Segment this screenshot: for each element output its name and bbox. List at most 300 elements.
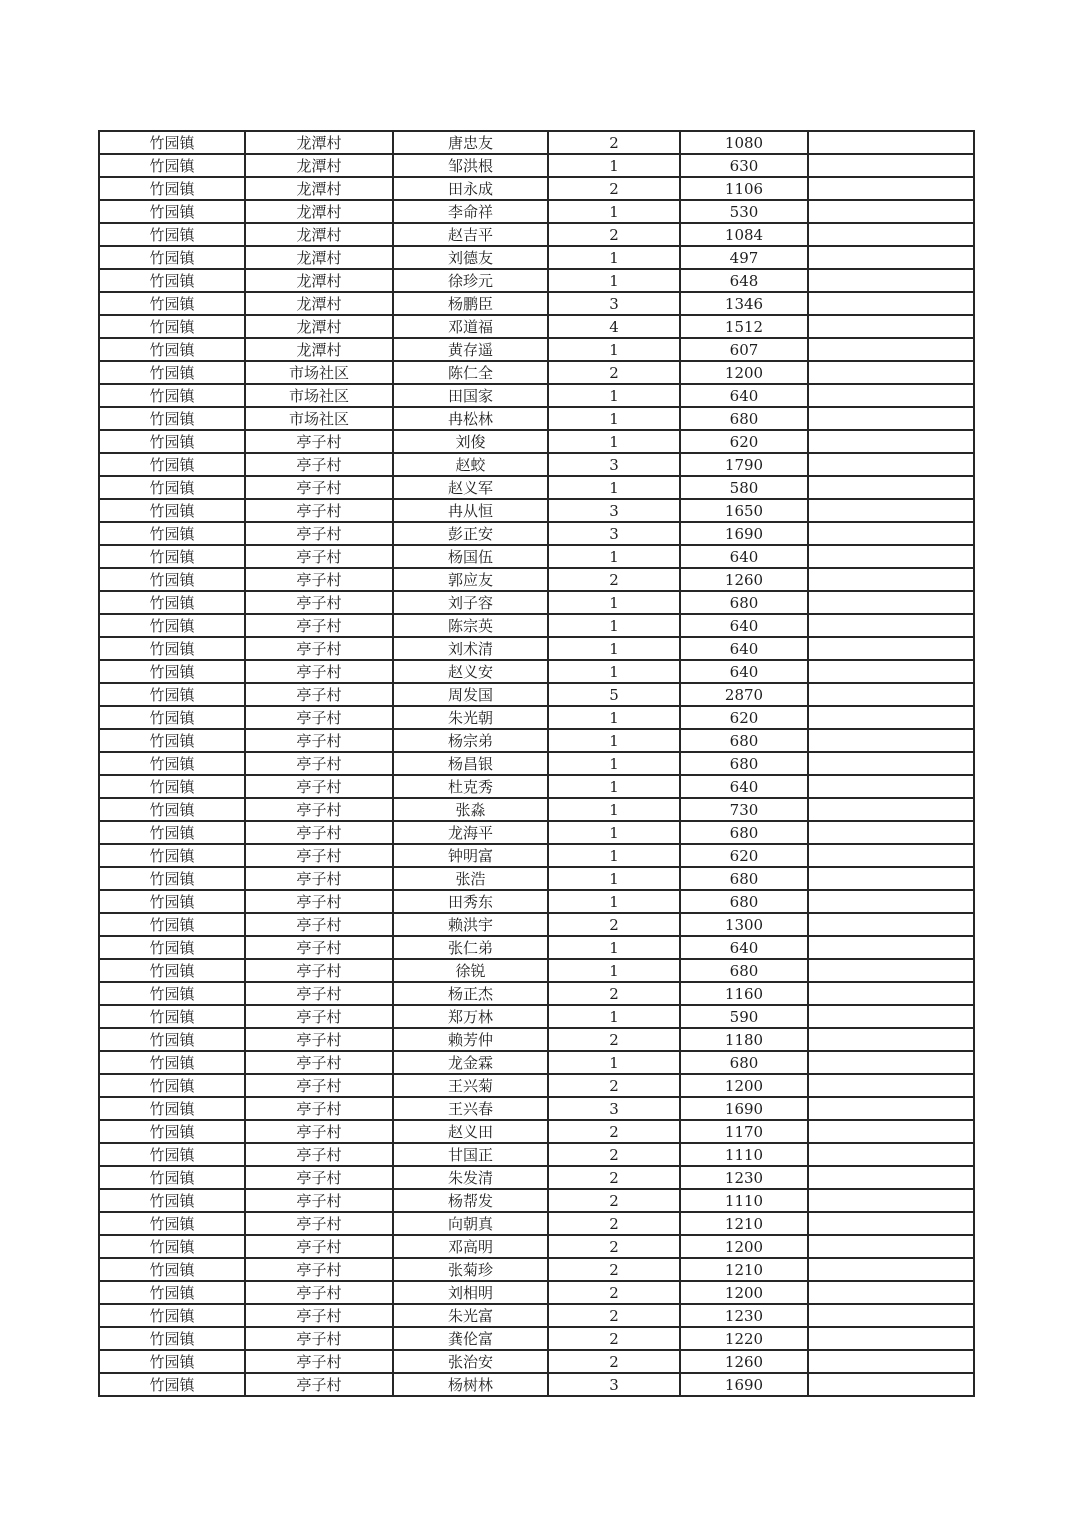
cell-count: 1 — [548, 591, 680, 614]
cell-name: 杨正杰 — [393, 982, 548, 1005]
cell-amount: 630 — [680, 154, 808, 177]
cell-town: 竹园镇 — [99, 1212, 245, 1235]
cell-count: 1 — [548, 890, 680, 913]
cell-town: 竹园镇 — [99, 246, 245, 269]
cell-town: 竹园镇 — [99, 522, 245, 545]
cell-name: 龚伦富 — [393, 1327, 548, 1350]
table-row — [99, 614, 974, 637]
cell-village: 亭子村 — [245, 1028, 393, 1051]
table-row — [99, 154, 974, 177]
cell-village: 龙潭村 — [245, 154, 393, 177]
cell-blank — [808, 1373, 974, 1396]
cell-amount: 580 — [680, 476, 808, 499]
cell-town: 竹园镇 — [99, 591, 245, 614]
cell-village: 龙潭村 — [245, 338, 393, 361]
cell-village: 龙潭村 — [245, 177, 393, 200]
cell-blank — [808, 614, 974, 637]
cell-amount: 1230 — [680, 1166, 808, 1189]
table-row — [99, 545, 974, 568]
cell-count: 3 — [548, 1373, 680, 1396]
cell-town: 竹园镇 — [99, 384, 245, 407]
cell-amount: 680 — [680, 821, 808, 844]
cell-count: 3 — [548, 522, 680, 545]
cell-name: 田秀东 — [393, 890, 548, 913]
cell-village: 亭子村 — [245, 936, 393, 959]
cell-blank — [808, 292, 974, 315]
cell-town: 竹园镇 — [99, 1097, 245, 1120]
cell-count: 2 — [548, 1327, 680, 1350]
cell-blank — [808, 637, 974, 660]
cell-village: 龙潭村 — [245, 131, 393, 154]
cell-count: 1 — [548, 614, 680, 637]
table-row — [99, 798, 974, 821]
cell-amount: 1512 — [680, 315, 808, 338]
cell-name: 郑万林 — [393, 1005, 548, 1028]
cell-blank — [808, 706, 974, 729]
cell-blank — [808, 430, 974, 453]
cell-amount: 590 — [680, 1005, 808, 1028]
cell-amount: 1220 — [680, 1327, 808, 1350]
cell-village: 亭子村 — [245, 959, 393, 982]
cell-amount: 1650 — [680, 499, 808, 522]
cell-amount: 640 — [680, 384, 808, 407]
cell-blank — [808, 913, 974, 936]
cell-count: 1 — [548, 1005, 680, 1028]
cell-name: 张治安 — [393, 1350, 548, 1373]
cell-village: 亭子村 — [245, 798, 393, 821]
cell-village: 龙潭村 — [245, 223, 393, 246]
cell-town: 竹园镇 — [99, 430, 245, 453]
table-row — [99, 637, 974, 660]
cell-blank — [808, 545, 974, 568]
cell-count: 1 — [548, 637, 680, 660]
cell-town: 竹园镇 — [99, 706, 245, 729]
cell-blank — [808, 1304, 974, 1327]
table-row — [99, 1281, 974, 1304]
cell-name: 郭应友 — [393, 568, 548, 591]
cell-amount: 640 — [680, 775, 808, 798]
cell-amount: 1300 — [680, 913, 808, 936]
cell-amount: 497 — [680, 246, 808, 269]
table-row — [99, 913, 974, 936]
cell-name: 王兴春 — [393, 1097, 548, 1120]
cell-blank — [808, 1143, 974, 1166]
cell-amount: 1260 — [680, 1350, 808, 1373]
cell-count: 1 — [548, 269, 680, 292]
table-row — [99, 177, 974, 200]
cell-amount: 1260 — [680, 568, 808, 591]
cell-blank — [808, 1028, 974, 1051]
cell-village: 龙潭村 — [245, 292, 393, 315]
subsidy-table — [98, 130, 975, 1397]
cell-town: 竹园镇 — [99, 361, 245, 384]
cell-village: 亭子村 — [245, 499, 393, 522]
cell-town: 竹园镇 — [99, 1189, 245, 1212]
table-row — [99, 246, 974, 269]
cell-name: 刘子容 — [393, 591, 548, 614]
cell-amount: 530 — [680, 200, 808, 223]
cell-town: 竹园镇 — [99, 867, 245, 890]
cell-name: 张淼 — [393, 798, 548, 821]
cell-count: 3 — [548, 453, 680, 476]
cell-town: 竹园镇 — [99, 775, 245, 798]
cell-village: 亭子村 — [245, 430, 393, 453]
table-row — [99, 890, 974, 913]
cell-village: 亭子村 — [245, 1051, 393, 1074]
cell-amount: 1084 — [680, 223, 808, 246]
cell-count: 1 — [548, 752, 680, 775]
table-row — [99, 1120, 974, 1143]
cell-name: 杨帮发 — [393, 1189, 548, 1212]
cell-amount: 640 — [680, 545, 808, 568]
cell-name: 张仁弟 — [393, 936, 548, 959]
cell-village: 亭子村 — [245, 545, 393, 568]
cell-blank — [808, 1166, 974, 1189]
cell-town: 竹园镇 — [99, 1281, 245, 1304]
cell-blank — [808, 384, 974, 407]
cell-amount: 1690 — [680, 1097, 808, 1120]
cell-blank — [808, 867, 974, 890]
table-row — [99, 1166, 974, 1189]
cell-count: 1 — [548, 200, 680, 223]
cell-name: 冉松林 — [393, 407, 548, 430]
cell-town: 竹园镇 — [99, 1327, 245, 1350]
cell-town: 竹园镇 — [99, 200, 245, 223]
cell-village: 亭子村 — [245, 752, 393, 775]
cell-amount: 640 — [680, 637, 808, 660]
cell-count: 2 — [548, 1074, 680, 1097]
cell-count: 1 — [548, 338, 680, 361]
cell-amount: 680 — [680, 752, 808, 775]
cell-village: 亭子村 — [245, 1212, 393, 1235]
cell-town: 竹园镇 — [99, 545, 245, 568]
cell-village: 亭子村 — [245, 683, 393, 706]
cell-count: 1 — [548, 844, 680, 867]
cell-name: 杜克秀 — [393, 775, 548, 798]
cell-name: 邓道福 — [393, 315, 548, 338]
cell-town: 竹园镇 — [99, 1258, 245, 1281]
cell-village: 市场社区 — [245, 407, 393, 430]
cell-blank — [808, 982, 974, 1005]
cell-name: 甘国正 — [393, 1143, 548, 1166]
cell-village: 亭子村 — [245, 1097, 393, 1120]
cell-count: 2 — [548, 1258, 680, 1281]
cell-town: 竹园镇 — [99, 338, 245, 361]
cell-village: 亭子村 — [245, 1327, 393, 1350]
cell-count: 2 — [548, 1166, 680, 1189]
cell-blank — [808, 407, 974, 430]
cell-count: 2 — [548, 1281, 680, 1304]
table-row — [99, 775, 974, 798]
cell-blank — [808, 936, 974, 959]
cell-blank — [808, 522, 974, 545]
cell-blank — [808, 890, 974, 913]
cell-town: 竹园镇 — [99, 936, 245, 959]
cell-town: 竹园镇 — [99, 453, 245, 476]
cell-town: 竹园镇 — [99, 637, 245, 660]
table-row — [99, 1051, 974, 1074]
table-row — [99, 821, 974, 844]
cell-village: 亭子村 — [245, 867, 393, 890]
cell-town: 竹园镇 — [99, 752, 245, 775]
cell-town: 竹园镇 — [99, 315, 245, 338]
cell-village: 亭子村 — [245, 844, 393, 867]
cell-name: 朱发清 — [393, 1166, 548, 1189]
cell-count: 3 — [548, 499, 680, 522]
table-row — [99, 1258, 974, 1281]
cell-blank — [808, 568, 974, 591]
cell-amount: 640 — [680, 660, 808, 683]
table-row — [99, 1350, 974, 1373]
cell-village: 龙潭村 — [245, 269, 393, 292]
cell-count: 1 — [548, 775, 680, 798]
cell-amount: 1110 — [680, 1143, 808, 1166]
table-row — [99, 200, 974, 223]
cell-town: 竹园镇 — [99, 614, 245, 637]
cell-amount: 1690 — [680, 1373, 808, 1396]
cell-village: 亭子村 — [245, 821, 393, 844]
table-row — [99, 683, 974, 706]
cell-name: 朱光富 — [393, 1304, 548, 1327]
cell-name: 钟明富 — [393, 844, 548, 867]
cell-name: 王兴菊 — [393, 1074, 548, 1097]
cell-village: 亭子村 — [245, 1235, 393, 1258]
cell-village: 市场社区 — [245, 384, 393, 407]
cell-town: 竹园镇 — [99, 407, 245, 430]
cell-village: 亭子村 — [245, 591, 393, 614]
cell-town: 竹园镇 — [99, 131, 245, 154]
cell-town: 竹园镇 — [99, 223, 245, 246]
cell-count: 2 — [548, 177, 680, 200]
cell-town: 竹园镇 — [99, 1120, 245, 1143]
cell-amount: 1160 — [680, 982, 808, 1005]
cell-count: 2 — [548, 913, 680, 936]
cell-blank — [808, 959, 974, 982]
cell-amount: 1690 — [680, 522, 808, 545]
table-row — [99, 1212, 974, 1235]
table-row — [99, 1327, 974, 1350]
cell-amount: 1200 — [680, 1074, 808, 1097]
table-row — [99, 430, 974, 453]
cell-village: 亭子村 — [245, 1189, 393, 1212]
table-row — [99, 361, 974, 384]
cell-amount: 1080 — [680, 131, 808, 154]
cell-blank — [808, 798, 974, 821]
cell-amount: 730 — [680, 798, 808, 821]
table-row — [99, 752, 974, 775]
cell-amount: 1200 — [680, 1235, 808, 1258]
cell-count: 2 — [548, 1235, 680, 1258]
table-row — [99, 936, 974, 959]
table-body — [99, 131, 974, 1396]
cell-village: 亭子村 — [245, 637, 393, 660]
cell-name: 刘德友 — [393, 246, 548, 269]
cell-town: 竹园镇 — [99, 729, 245, 752]
cell-amount: 620 — [680, 706, 808, 729]
table-row — [99, 292, 974, 315]
cell-amount: 648 — [680, 269, 808, 292]
cell-name: 赵义安 — [393, 660, 548, 683]
cell-name: 张菊珍 — [393, 1258, 548, 1281]
cell-blank — [808, 1189, 974, 1212]
cell-count: 2 — [548, 1350, 680, 1373]
cell-town: 竹园镇 — [99, 1005, 245, 1028]
cell-blank — [808, 729, 974, 752]
cell-name: 徐锐 — [393, 959, 548, 982]
table-row — [99, 660, 974, 683]
cell-village: 亭子村 — [245, 1143, 393, 1166]
cell-town: 竹园镇 — [99, 1235, 245, 1258]
cell-count: 1 — [548, 384, 680, 407]
cell-count: 2 — [548, 1028, 680, 1051]
cell-village: 亭子村 — [245, 522, 393, 545]
cell-village: 龙潭村 — [245, 200, 393, 223]
cell-name: 杨国伍 — [393, 545, 548, 568]
table-row — [99, 453, 974, 476]
cell-village: 亭子村 — [245, 660, 393, 683]
cell-amount: 640 — [680, 936, 808, 959]
cell-name: 赖洪宇 — [393, 913, 548, 936]
cell-name: 李命祥 — [393, 200, 548, 223]
cell-blank — [808, 844, 974, 867]
cell-blank — [808, 821, 974, 844]
cell-town: 竹园镇 — [99, 568, 245, 591]
table-row — [99, 568, 974, 591]
cell-count: 1 — [548, 660, 680, 683]
table-row — [99, 982, 974, 1005]
cell-village: 亭子村 — [245, 1281, 393, 1304]
cell-name: 杨宗弟 — [393, 729, 548, 752]
cell-name: 田国家 — [393, 384, 548, 407]
cell-blank — [808, 131, 974, 154]
cell-town: 竹园镇 — [99, 890, 245, 913]
cell-blank — [808, 683, 974, 706]
cell-blank — [808, 1350, 974, 1373]
cell-village: 亭子村 — [245, 568, 393, 591]
table-row — [99, 315, 974, 338]
cell-count: 1 — [548, 545, 680, 568]
table-row — [99, 407, 974, 430]
cell-village: 亭子村 — [245, 1304, 393, 1327]
cell-amount: 1106 — [680, 177, 808, 200]
table-row — [99, 384, 974, 407]
cell-name: 赖芳仲 — [393, 1028, 548, 1051]
cell-village: 亭子村 — [245, 1005, 393, 1028]
table-row — [99, 223, 974, 246]
cell-village: 亭子村 — [245, 1166, 393, 1189]
cell-name: 赵蛟 — [393, 453, 548, 476]
table-row — [99, 706, 974, 729]
table-row — [99, 1143, 974, 1166]
cell-blank — [808, 1327, 974, 1350]
cell-village: 亭子村 — [245, 476, 393, 499]
cell-count: 1 — [548, 729, 680, 752]
table-row — [99, 729, 974, 752]
cell-count: 2 — [548, 131, 680, 154]
cell-town: 竹园镇 — [99, 683, 245, 706]
table-row — [99, 338, 974, 361]
cell-town: 竹园镇 — [99, 154, 245, 177]
cell-town: 竹园镇 — [99, 269, 245, 292]
cell-amount: 680 — [680, 867, 808, 890]
cell-village: 亭子村 — [245, 982, 393, 1005]
cell-town: 竹园镇 — [99, 844, 245, 867]
table-row — [99, 476, 974, 499]
cell-amount: 1180 — [680, 1028, 808, 1051]
cell-count: 2 — [548, 1120, 680, 1143]
cell-blank — [808, 660, 974, 683]
cell-count: 2 — [548, 223, 680, 246]
cell-name: 朱光朝 — [393, 706, 548, 729]
cell-blank — [808, 1120, 974, 1143]
cell-blank — [808, 1074, 974, 1097]
cell-blank — [808, 269, 974, 292]
table-row — [99, 1235, 974, 1258]
cell-village: 市场社区 — [245, 361, 393, 384]
cell-amount: 640 — [680, 614, 808, 637]
cell-blank — [808, 499, 974, 522]
cell-name: 向朝真 — [393, 1212, 548, 1235]
cell-amount: 680 — [680, 890, 808, 913]
cell-village: 亭子村 — [245, 614, 393, 637]
cell-blank — [808, 361, 974, 384]
cell-amount: 680 — [680, 729, 808, 752]
cell-blank — [808, 453, 974, 476]
cell-name: 赵吉平 — [393, 223, 548, 246]
cell-village: 亭子村 — [245, 706, 393, 729]
cell-amount: 1210 — [680, 1258, 808, 1281]
cell-count: 1 — [548, 476, 680, 499]
table-row — [99, 1097, 974, 1120]
cell-count: 1 — [548, 246, 680, 269]
cell-name: 徐珍元 — [393, 269, 548, 292]
table-row — [99, 1028, 974, 1051]
cell-amount: 1230 — [680, 1304, 808, 1327]
table-row — [99, 131, 974, 154]
cell-name: 黄存遥 — [393, 338, 548, 361]
cell-name: 陈宗英 — [393, 614, 548, 637]
cell-blank — [808, 177, 974, 200]
cell-town: 竹园镇 — [99, 913, 245, 936]
cell-count: 2 — [548, 1304, 680, 1327]
table-row — [99, 1074, 974, 1097]
cell-count: 2 — [548, 1143, 680, 1166]
cell-village: 亭子村 — [245, 729, 393, 752]
cell-amount: 607 — [680, 338, 808, 361]
cell-blank — [808, 752, 974, 775]
cell-amount: 1170 — [680, 1120, 808, 1143]
cell-name: 陈仁全 — [393, 361, 548, 384]
cell-village: 亭子村 — [245, 775, 393, 798]
cell-town: 竹园镇 — [99, 1143, 245, 1166]
cell-name: 赵义田 — [393, 1120, 548, 1143]
table-row — [99, 959, 974, 982]
cell-town: 竹园镇 — [99, 1028, 245, 1051]
cell-blank — [808, 1281, 974, 1304]
cell-count: 2 — [548, 568, 680, 591]
table-row — [99, 591, 974, 614]
cell-count: 2 — [548, 1189, 680, 1212]
table-row — [99, 269, 974, 292]
cell-village: 亭子村 — [245, 1350, 393, 1373]
cell-town: 竹园镇 — [99, 798, 245, 821]
cell-name: 张浩 — [393, 867, 548, 890]
cell-town: 竹园镇 — [99, 499, 245, 522]
cell-count: 4 — [548, 315, 680, 338]
cell-amount: 1790 — [680, 453, 808, 476]
cell-town: 竹园镇 — [99, 1074, 245, 1097]
cell-blank — [808, 476, 974, 499]
